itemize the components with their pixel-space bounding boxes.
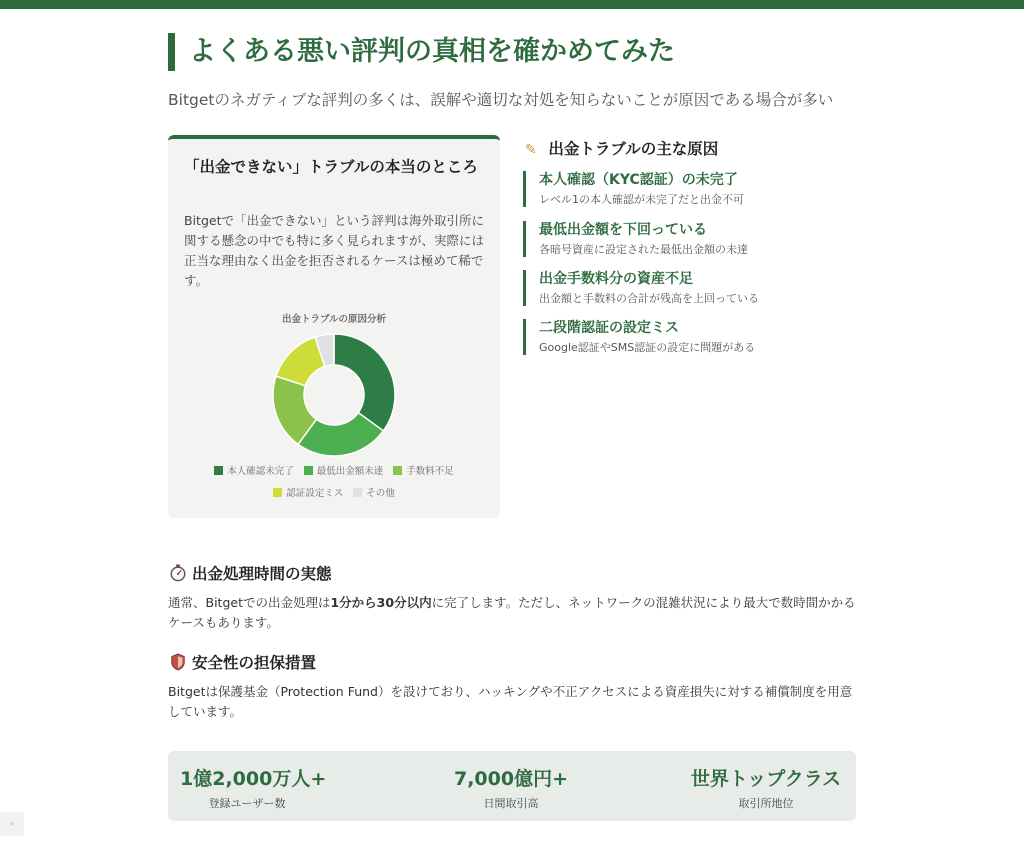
page-subtitle: Bitgetのネガティブな評判の多くは、誤解や適切な対処を知らないことが原因である場合が多い bbox=[168, 91, 834, 109]
cause-desc: レベル1の本人確認が未完了だと出金不可 bbox=[539, 193, 744, 206]
cause-desc: 各暗号資産に設定された最低出金額の未達 bbox=[539, 243, 748, 256]
legend-swatch bbox=[353, 488, 362, 497]
cause-item bbox=[523, 270, 853, 306]
legend-swatch bbox=[393, 466, 402, 475]
cause-title: 二段階認証の設定ミス bbox=[539, 320, 679, 336]
legend-swatch bbox=[214, 466, 223, 475]
cause-title: 本人確認（KYC認証）の未完了 bbox=[539, 172, 738, 188]
cause-title: 最低出金額を下回っている bbox=[539, 222, 707, 238]
withdrawal-trouble-card bbox=[168, 135, 500, 518]
card-title: 「出金できない」トラブルの本当のところ bbox=[184, 158, 478, 176]
cause-item bbox=[523, 171, 853, 207]
legend-swatch bbox=[273, 488, 282, 497]
corner-widget[interactable]: « bbox=[0, 812, 24, 836]
stat-value: 1億2,000万人+ bbox=[180, 768, 327, 790]
top-accent-bar bbox=[0, 0, 1024, 9]
stat-label: 日間取引高 bbox=[483, 797, 539, 810]
chart-title: 出金トラブルの原因分析 bbox=[281, 314, 387, 325]
cause-desc: Google認証やSMS認証の設定に問題がある bbox=[539, 341, 756, 354]
legend-item-4[interactable] bbox=[273, 483, 343, 505]
stat-users bbox=[180, 764, 327, 811]
legend-label: 本人確認未完了 bbox=[227, 466, 294, 477]
memo-icon: ✎ bbox=[525, 142, 537, 158]
legend-item-1[interactable] bbox=[214, 461, 294, 483]
causes-heading bbox=[525, 137, 718, 159]
legend-label: 認証設定ミス bbox=[286, 488, 344, 499]
cause-desc: 出金額と手数料の合計が残高を上回っている bbox=[539, 292, 759, 305]
card-body: Bitgetで「出金できない」という評判は海外取引所に関する懸念の中でも特に多く見られますが、実際には正当な理由なく出金を拒否されるケースは極めて稀です。 bbox=[184, 213, 485, 288]
legend-label: 手数料不足 bbox=[406, 466, 454, 477]
safety-text: Bitgetは保護基金（Protection Fund）を設けており、ハッキングや不正アクセスによる資産損失に対する補償制度を用意しています。 bbox=[168, 684, 853, 719]
legend-swatch bbox=[304, 466, 313, 475]
stopwatch-icon bbox=[168, 564, 188, 582]
cause-title: 出金手数料分の資産不足 bbox=[539, 271, 693, 287]
processing-text: 通常、Bitgetでの出金処理は1分から30分以内に完了します。ただし、ネットワークの混雑状況により最大で数時間かかるケースもあります。 bbox=[168, 595, 856, 630]
shield-icon bbox=[168, 653, 188, 671]
stat-label: 取引所地位 bbox=[738, 797, 794, 810]
donut-chart bbox=[268, 329, 400, 461]
safety-heading bbox=[168, 651, 316, 673]
causes-heading-text: 出金トラブルの主な原因 bbox=[548, 140, 719, 158]
stat-value: 7,000億円+ bbox=[453, 768, 569, 790]
chart-legend bbox=[188, 461, 480, 505]
stat-ranking bbox=[688, 764, 844, 811]
legend-label: その他 bbox=[366, 488, 395, 499]
legend-item-2[interactable] bbox=[304, 461, 384, 483]
stats-bar bbox=[168, 751, 856, 821]
legend-item-3[interactable] bbox=[393, 461, 454, 483]
cause-item bbox=[523, 221, 853, 257]
safety-heading-text: 安全性の担保措置 bbox=[192, 654, 317, 672]
legend-item-5[interactable] bbox=[353, 483, 395, 505]
stat-label: 登録ユーザー数 bbox=[208, 797, 286, 810]
stat-value: 世界トップクラス bbox=[690, 768, 842, 790]
legend-label: 最低出金額未達 bbox=[316, 466, 384, 477]
processing-heading bbox=[168, 562, 332, 584]
cause-item bbox=[523, 319, 853, 355]
page-title: よくある悪い評判の真相を確かめてみた bbox=[168, 33, 675, 71]
stat-volume bbox=[444, 764, 578, 811]
processing-heading-text: 出金処理時間の実態 bbox=[192, 565, 332, 583]
processing-time-highlight: 1分から30分以内 bbox=[330, 595, 432, 610]
